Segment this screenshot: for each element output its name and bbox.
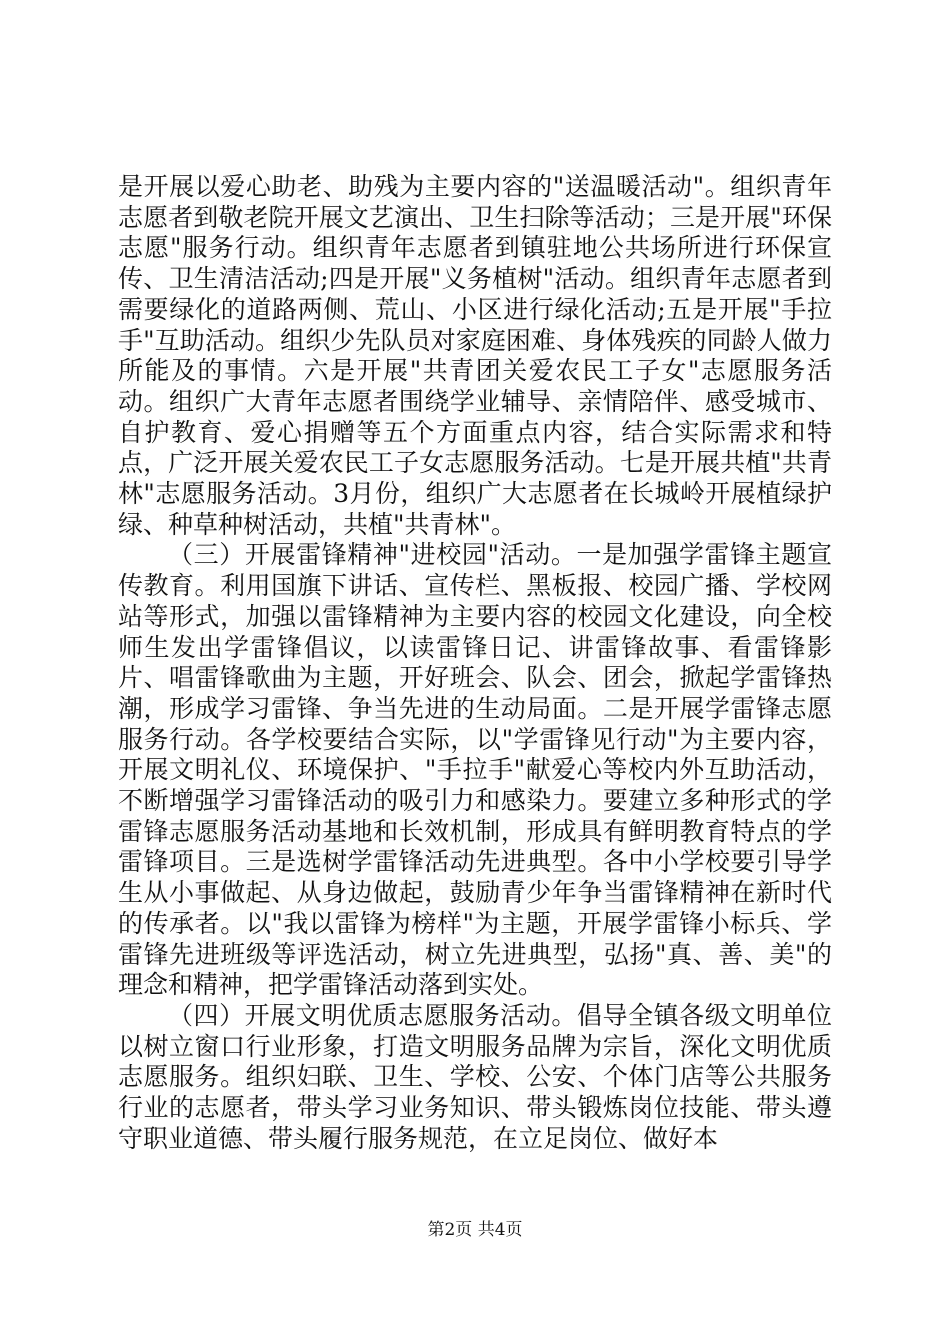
document-body bbox=[118, 172, 832, 1155]
paragraph-continued: 是开展以爱心助老、助残为主要内容的"送温暖活动"。组织青年志愿者到敬老院开展文艺演出、卫生扫除等活动；三是开展"环保志愿"服务行动。组织青年志愿者到镇驻地公共场所进行环保宣传、卫生清洁活动;四是开展"义务植树"活动。组织青年志愿者到需要绿化的道路两侧、荒山、小区进行绿化活动;五是开展"手拉手"互助活动。组织少先队员对家庭困难、身体残疾的同龄人做力所能及的事情。六是开展"共青团关爱农民工子女"志愿服务活动。组织广大青年志愿者围绕学业辅导、亲情陪伴、感受城市、自护教育、爱心捐赠等五个方面重点内容，结合实际需求和特点，广泛开展关爱农民工子女志愿服务活动。七是开展共植"共青林"志愿服务活动。3月份，组织广大志愿者在长城岭开展植绿护绿、种草种树活动，共植"共青林"。 bbox=[118, 172, 832, 539]
paragraph-section-3: （三）开展雷锋精神"进校园"活动。一是加强学雷锋主题宣传教育。利用国旗下讲话、宣传栏、黑板报、校园广播、学校网站等形式，加强以雷锋精神为主要内容的校园文化建设，向全校师生发出学雷锋倡议，以读雷锋日记、讲雷锋故事、看雷锋影片、唱雷锋歌曲为主题，开好班会、队会、团会，掀起学雷锋热潮，形成学习雷锋、争当先进的生动局面。二是开展学雷锋志愿服务行动。各学校要结合实际，以"学雷锋见行动"为主要内容，开展文明礼仪、环境保护、"手拉手"献爱心等校内外互助活动，不断增强学习雷锋活动的吸引力和感染力。要建立多种形式的学雷锋志愿服务活动基地和长效机制，形成具有鲜明教育特点的学雷锋项目。三是选树学雷锋活动先进典型。各中小学校要引导学生从小事做起、从身边做起，鼓励青少年争当雷锋精神在新时代的传承者。以"我以雷锋为榜样"为主题，开展学雷锋小标兵、学雷锋先进班级等评选活动，树立先进典型，弘扬"真、善、美"的理念和精神，把学雷锋活动落到实处。 bbox=[118, 540, 832, 1000]
page-number-footer: 第2页 共4页 bbox=[427, 1220, 523, 1240]
paragraph-section-4: （四）开展文明优质志愿服务活动。倡导全镇各级文明单位以树立窗口行业形象，打造文明服务品牌为宗旨，深化文明优质志愿服务。组织妇联、卫生、学校、公安、个体门店等公共服务行业的志愿者，带头学习业务知识、带头锻炼岗位技能、带头遵守职业道德、带头履行服务规范，在立足岗位、做好本 bbox=[118, 1000, 832, 1153]
